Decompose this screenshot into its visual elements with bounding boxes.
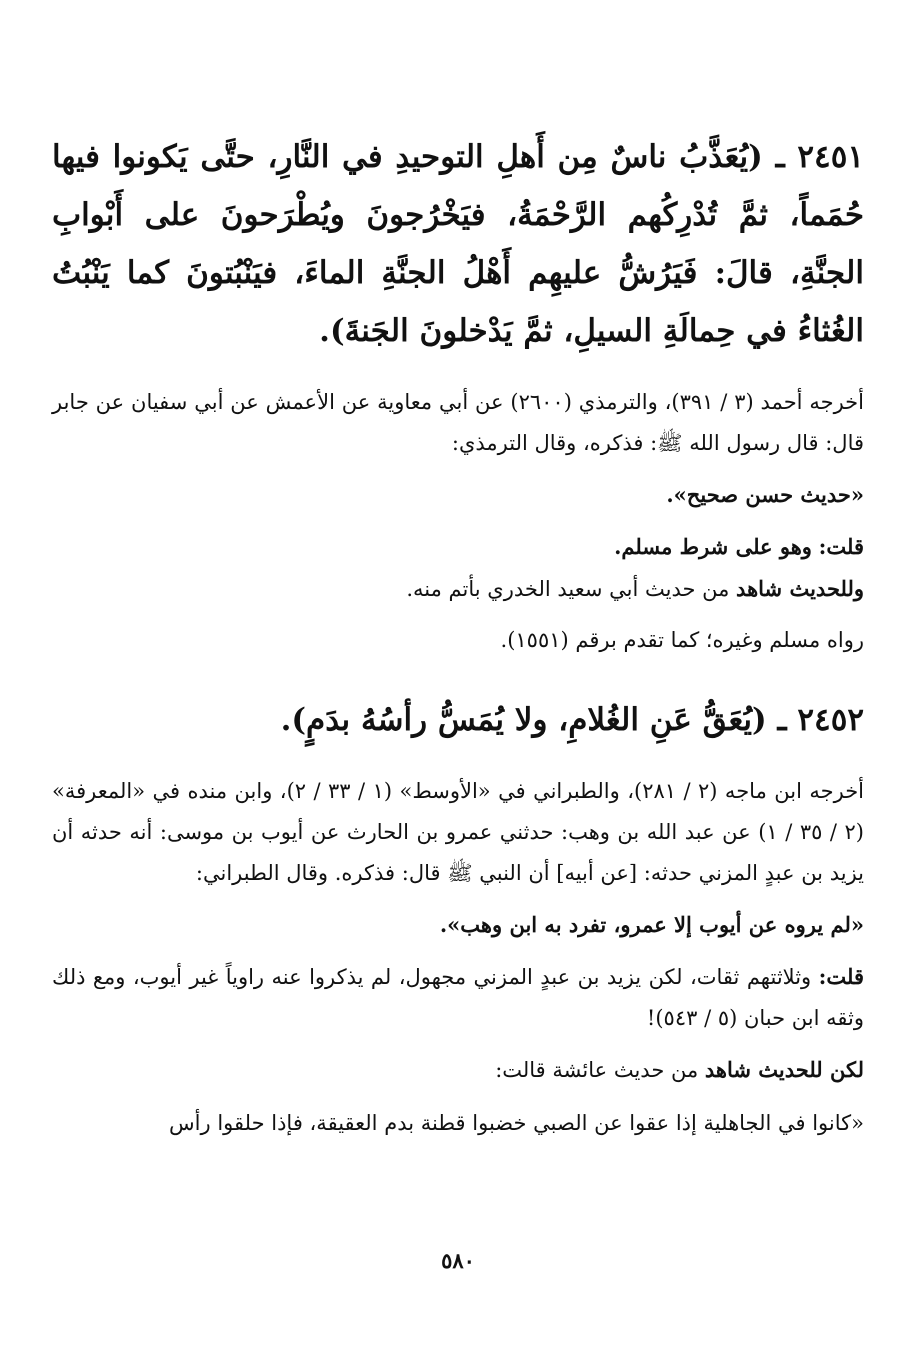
tabarani-quote [52, 904, 864, 946]
witness-2452-lead: لكن للحديث شاهد [704, 1057, 864, 1082]
tirmidhi-quote [52, 474, 864, 516]
narrated-2451: رواه مسلم وغيره؛ كما تقدم برقم (١٥٥١). [500, 628, 864, 652]
witness-2451-text: من حديث أبي سعيد الخدري بأتم منه. [406, 577, 730, 601]
takhrij-2452-text: أخرجه ابن ماجه (٢ / ٢٨١)، والطبراني في «الأوسط» (١ / ٣٣ / ٢)، وابن منده في «المعرفة» (٢ / ٣٥ / ١) عن عبد الله بن وهب: حدثني عمرو بن الحارث عن أيوب بن موسى: أنه حدثه أن يزيد بن عبدٍ المزني حدثه: [عن أبيه] أن النبي ﷺ قال: فذكره. وقال الطبراني: [52, 779, 865, 885]
note-2452 [52, 956, 864, 1039]
witness-2451 [52, 568, 864, 610]
note-2451 [52, 526, 864, 568]
page-body [52, 128, 864, 1144]
note-2451-text: وهو على شرط مسلم. [614, 534, 812, 559]
note-2452-text: وثلاثتهم ثقات، لكن يزيد بن عبدٍ المزني مجهول، لم يذكروا عنه راوياً غير أيوب، ومع ذلك وثقه ابن حبان (٥ / ٥٤٣)! [52, 965, 864, 1030]
hadith-2451-text: ٢٤٥١ ـ (يُعَذَّبُ ناسٌ مِن أَهلِ التوحيدِ في النَّارِ، حتَّى يَكونوا فيها حُمَماً، ثمَّ تُدْرِكُهم الرَّحْمَةُ، فيَخْرُجونَ ويُطْرَحونَ على أَبْوابِ الجنَّةِ، قالَ: فَيَرُشُّ عليهِم أَهْلُ الجنَّةِ الماءَ، فيَنْبُتونَ كما يَنْبُتُ الغُثاءُ في حِمالَةِ السيلِ، ثمَّ يَدْخلونَ الجَنةَ). [52, 139, 864, 349]
note-2451-lead: قلت: [818, 534, 864, 559]
takhrij-2451-text: أخرجه أحمد (٣ / ٣٩١)، والترمذي (٢٦٠٠) عن أبي معاوية عن الأعمش عن أبي سفيان عن جابر قال: قال رسول الله ﷺ: فذكره، وقال الترمذي: [52, 390, 864, 455]
tabarani-quote-text: «لم يروه عن أيوب إلا عمرو، تفرد به ابن وهب». [439, 912, 864, 937]
hadith-2452-text: ٢٤٥٢ ـ (يُعَقُّ عَنِ الغُلامِ، ولا يُمَسُّ رأسُهُ بدَمٍ). [280, 702, 864, 738]
witness-2452-text: من حديث عائشة قالت: [495, 1058, 699, 1082]
page-number: ٥٨٠ [441, 1248, 475, 1273]
note-2452-lead: قلت: [818, 964, 864, 989]
witness-2451-lead: وللحديث شاهد [736, 576, 864, 601]
aisha-quote: «كانوا في الجاهلية إذا عقوا عن الصبي خضبوا قطنة بدم العقيقة، فإذا حلقوا رأس [169, 1111, 864, 1135]
witness-2452 [52, 1049, 864, 1091]
tirmidhi-quote-text: «حديث حسن صحيح». [666, 482, 864, 507]
